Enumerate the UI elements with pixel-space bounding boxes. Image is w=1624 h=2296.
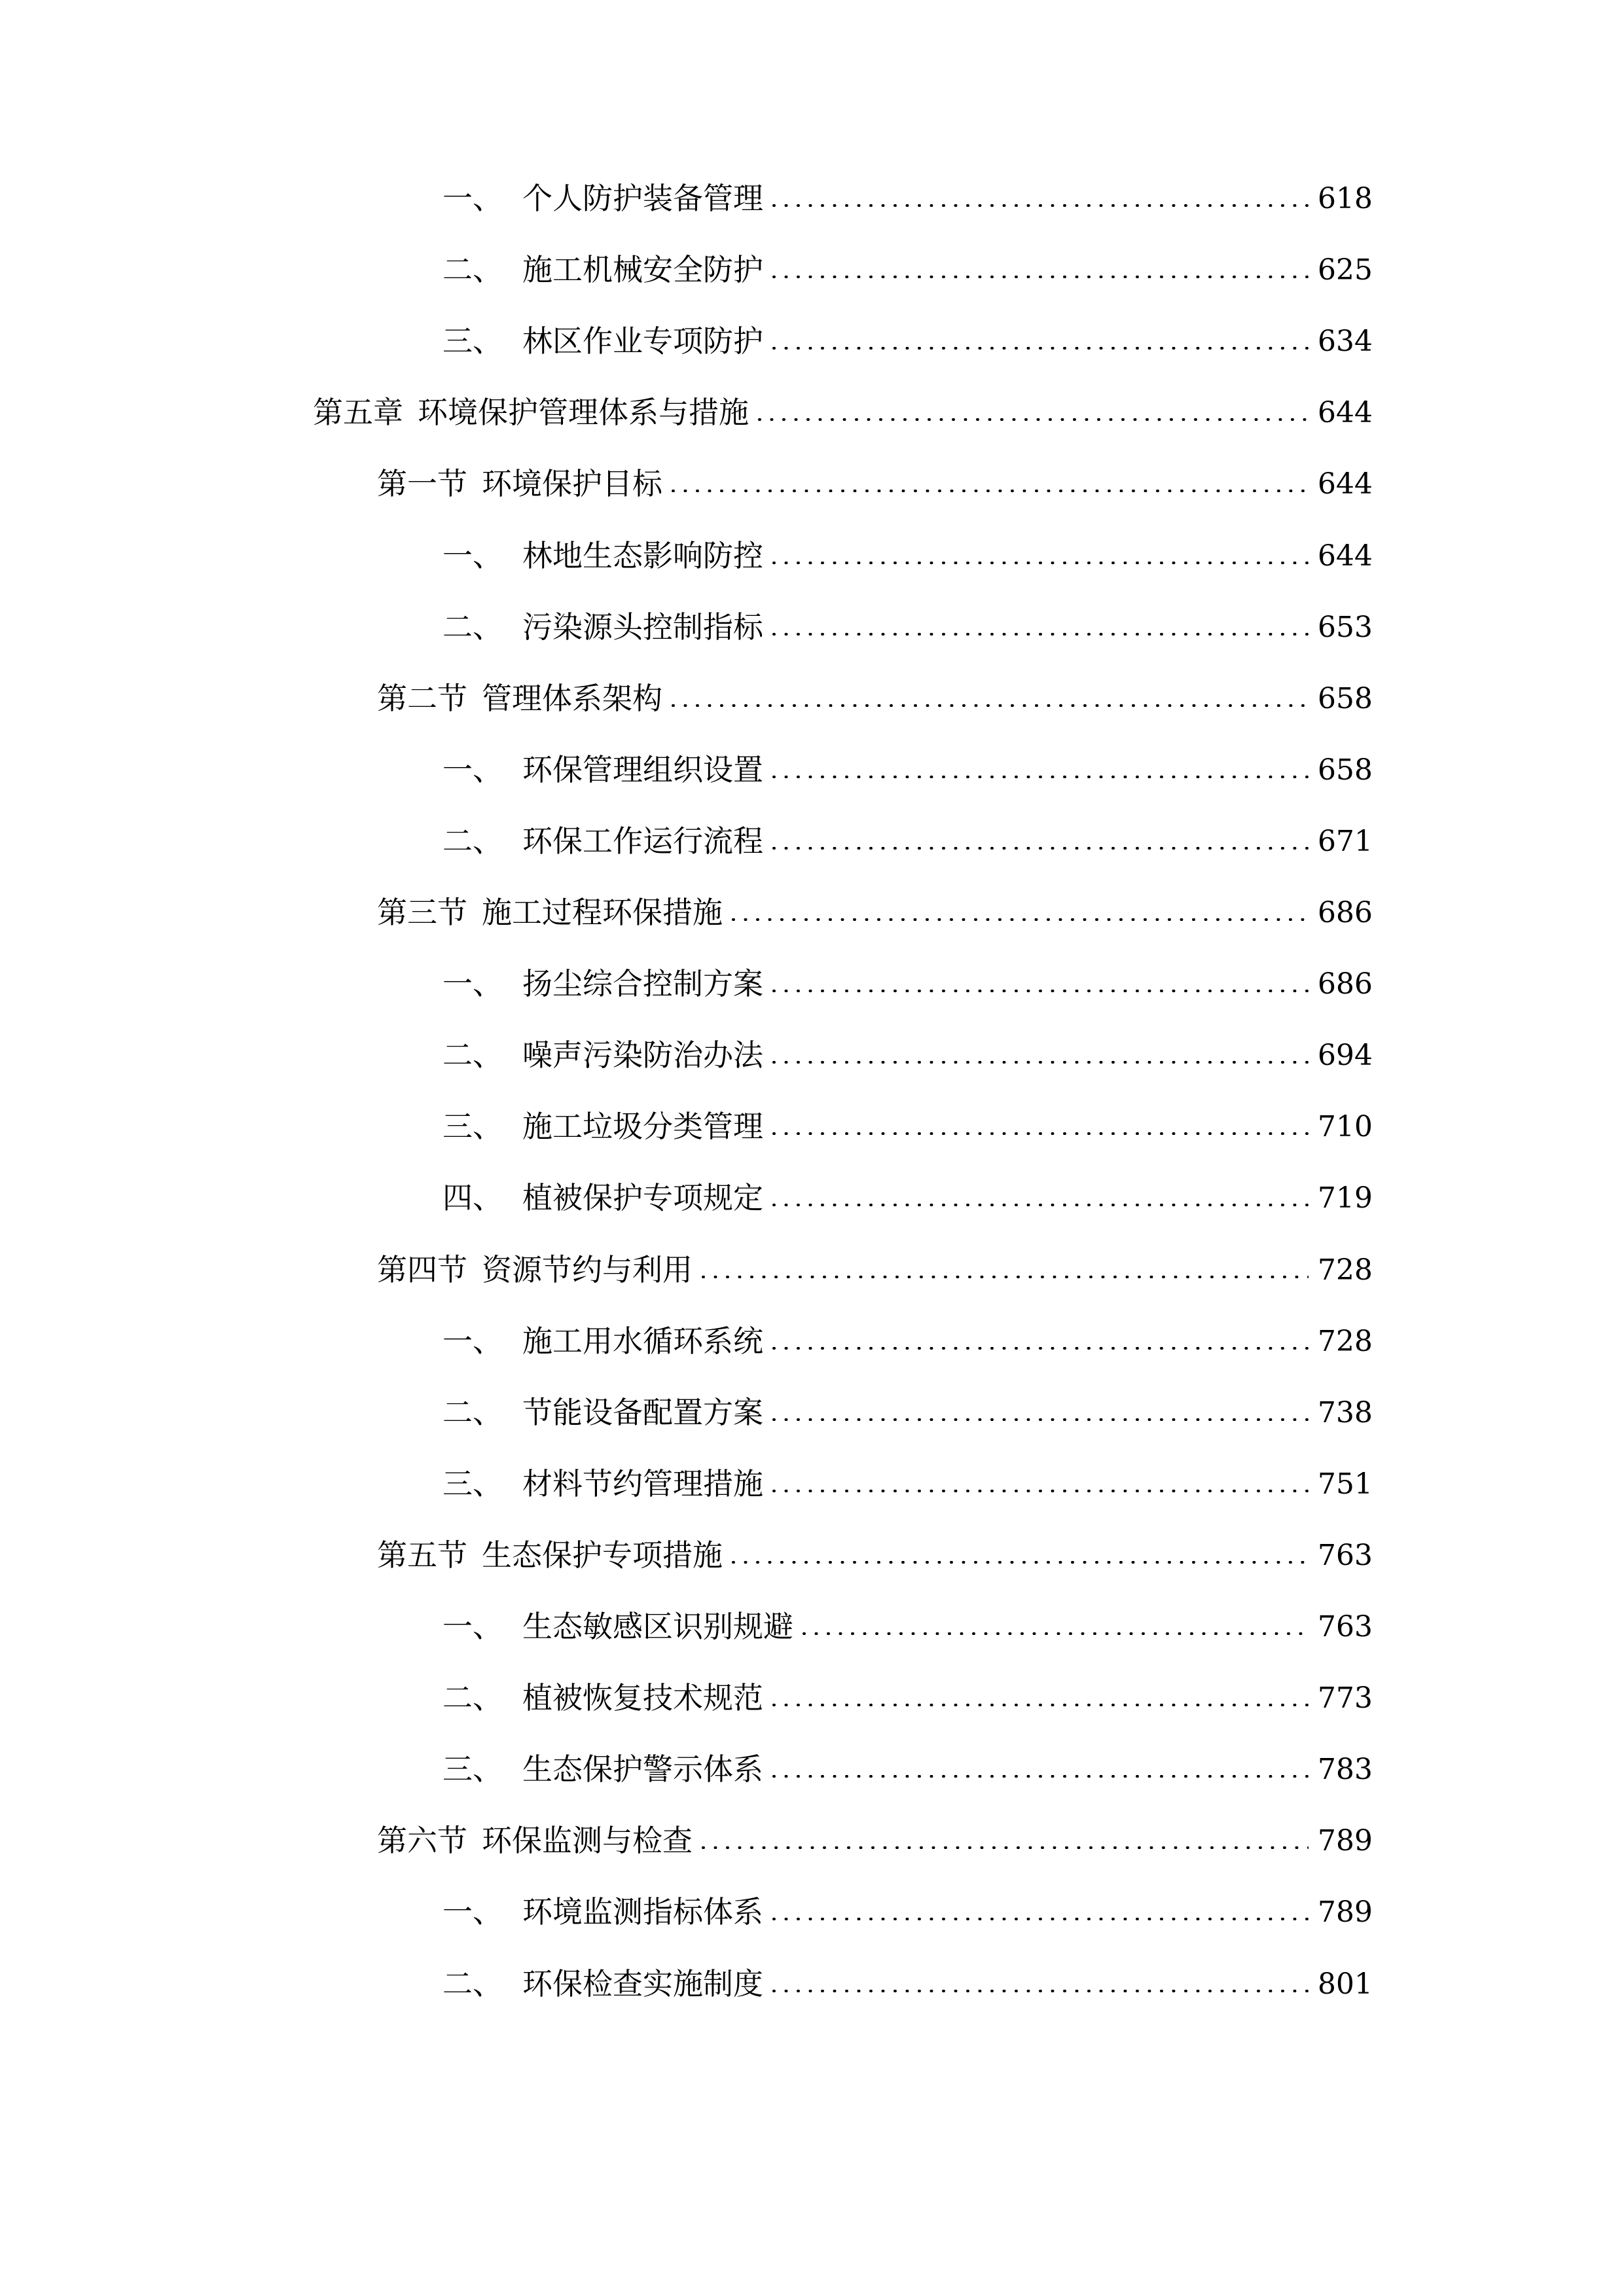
toc-dot-leader [772, 847, 1308, 850]
toc-entry-title: 个人防护装备管理 [522, 181, 763, 216]
toc-entry-page-number: 763 [1318, 1539, 1373, 1572]
toc-entry-title: 环保管理组织设置 [522, 752, 763, 787]
toc-entry[interactable] [442, 810, 1373, 863]
toc-entry[interactable] [442, 1738, 1373, 1791]
toc-entry-title: 扬尘综合控制方案 [522, 966, 763, 1001]
toc-dot-leader [772, 1418, 1308, 1421]
toc-entry-number: 一、 [442, 1894, 503, 1929]
toc-entry-page-number: 728 [1318, 1325, 1373, 1358]
toc-entry-page-number: 671 [1318, 825, 1373, 858]
toc-dot-leader [803, 1632, 1308, 1635]
toc-entry-number: 一、 [442, 1323, 503, 1359]
toc-entry-number: 一、 [442, 538, 503, 573]
toc-entry-page-number: 773 [1318, 1681, 1373, 1715]
toc-entry-page-number: 658 [1318, 682, 1373, 715]
toc-entry-title: 材料节约管理措施 [522, 1466, 763, 1501]
toc-dot-leader [772, 633, 1308, 636]
toc-entry-page-number: 801 [1318, 1967, 1373, 2001]
toc-dot-leader [732, 1561, 1308, 1564]
toc-entry-title: 噪声污染防治办法 [522, 1037, 763, 1073]
toc-entry-title: 林地生态影响防控 [522, 538, 763, 573]
toc-entry-page-number: 625 [1318, 253, 1373, 287]
toc-entry[interactable] [442, 1024, 1373, 1077]
toc-dot-leader [672, 704, 1308, 707]
toc-entry-number: 二、 [442, 1037, 503, 1073]
toc-entry-title: 节能设备配置方案 [522, 1395, 763, 1430]
toc-entry[interactable] [442, 525, 1373, 577]
toc-entry-title: 林区作业专项防护 [522, 323, 763, 359]
toc-entry-number: 一、 [442, 966, 503, 1001]
toc-dot-leader [702, 1846, 1308, 1849]
toc-entry-number: 四、 [442, 1180, 503, 1215]
toc-entry[interactable] [442, 1881, 1373, 1933]
toc-entry-title: 环保监测与检查 [482, 1823, 693, 1858]
toc-entry-page-number: 719 [1318, 1181, 1373, 1215]
toc-dot-leader [772, 1204, 1308, 1206]
toc-entry[interactable] [442, 953, 1373, 1005]
toc-entry[interactable] [442, 1596, 1373, 1648]
toc-entry[interactable] [377, 453, 1373, 505]
toc-entry-page-number: 644 [1318, 396, 1373, 429]
toc-entry-number: 第三节 [377, 895, 467, 930]
toc-entry-title: 生态敏感区识别规避 [522, 1609, 793, 1644]
toc-entry[interactable] [442, 739, 1373, 791]
toc-entry-title: 施工垃圾分类管理 [522, 1109, 763, 1144]
toc-dot-leader [672, 490, 1308, 492]
toc-dot-leader [772, 776, 1308, 778]
toc-entry-title: 管理体系架构 [482, 681, 662, 716]
toc-dot-leader [758, 418, 1308, 421]
toc-entry-number: 第一节 [377, 466, 467, 501]
toc-entry-page-number: 728 [1318, 1253, 1373, 1287]
toc-entry-page-number: 686 [1318, 896, 1373, 929]
toc-dot-leader [772, 1347, 1308, 1350]
toc-entry-number: 第四节 [377, 1252, 467, 1287]
toc-entry[interactable] [442, 239, 1373, 291]
toc-entry-page-number: 634 [1318, 325, 1373, 358]
toc-dot-leader [772, 1132, 1308, 1135]
toc-entry-page-number: 751 [1318, 1467, 1373, 1501]
toc-dot-leader [772, 1061, 1308, 1064]
toc-dot-leader [772, 1704, 1308, 1706]
toc-dot-leader [772, 562, 1308, 564]
toc-entry[interactable] [377, 668, 1373, 720]
toc-entry-page-number: 686 [1318, 967, 1373, 1001]
toc-entry-title: 生态保护专项措施 [482, 1537, 723, 1573]
toc-entry-page-number: 644 [1318, 467, 1373, 501]
toc-entry-title: 环境保护管理体系与措施 [418, 395, 749, 430]
toc-entry-title: 生态保护警示体系 [522, 1751, 763, 1787]
toc-entry[interactable] [377, 1239, 1373, 1291]
toc-entry[interactable] [442, 596, 1373, 649]
toc-entry-title: 施工过程环保措施 [482, 895, 723, 930]
toc-entry-number: 二、 [442, 1966, 503, 2001]
toc-entry-page-number: 789 [1318, 1895, 1373, 1929]
toc-dot-leader [772, 1775, 1308, 1778]
toc-entry[interactable] [442, 1382, 1373, 1434]
toc-entry[interactable] [377, 1524, 1373, 1577]
toc-entry-page-number: 694 [1318, 1039, 1373, 1072]
toc-entry-page-number: 763 [1318, 1610, 1373, 1643]
toc-dot-leader [772, 1918, 1308, 1920]
toc-entry-number: 一、 [442, 752, 503, 787]
toc-entry-page-number: 644 [1318, 539, 1373, 573]
toc-entry-number: 第五章 [313, 395, 403, 430]
toc-entry-page-number: 710 [1318, 1110, 1373, 1143]
toc-entry-number: 一、 [442, 181, 503, 216]
toc-entry-number: 二、 [442, 1680, 503, 1715]
toc-entry-number: 三、 [442, 323, 503, 359]
toc-dot-leader [772, 204, 1308, 207]
toc-entry[interactable] [313, 382, 1373, 434]
toc-entry-title: 环保工作运行流程 [522, 823, 763, 859]
toc-dot-leader [772, 276, 1308, 278]
toc-entry[interactable] [442, 1453, 1373, 1505]
toc-entry-title: 环境保护目标 [482, 466, 662, 501]
toc-entry-page-number: 658 [1318, 753, 1373, 787]
toc-entry-number: 第二节 [377, 681, 467, 716]
toc-entry-number: 第六节 [377, 1823, 467, 1858]
toc-dot-leader [772, 1490, 1308, 1492]
toc-dot-leader [732, 918, 1308, 921]
toc-entry-number: 第五节 [377, 1537, 467, 1573]
toc-entry-title: 施工用水循环系统 [522, 1323, 763, 1359]
toc-entry-title: 环境监测指标体系 [522, 1894, 763, 1929]
toc-entry-page-number: 783 [1318, 1753, 1373, 1786]
toc-entry-page-number: 789 [1318, 1824, 1373, 1857]
toc-entry-page-number: 653 [1318, 611, 1373, 644]
toc-entry-number: 三、 [442, 1751, 503, 1787]
toc-entry-title: 资源节约与利用 [482, 1252, 693, 1287]
toc-entry[interactable] [442, 310, 1373, 363]
toc-entry-number: 三、 [442, 1109, 503, 1144]
toc-dot-leader [772, 990, 1308, 992]
toc-dot-leader [772, 1990, 1308, 1992]
toc-entry-page-number: 618 [1318, 182, 1373, 215]
toc-entry-number: 二、 [442, 1395, 503, 1430]
toc-entry-title: 施工机械安全防护 [522, 252, 763, 287]
toc-entry[interactable] [442, 1310, 1373, 1363]
toc-dot-leader [772, 347, 1308, 350]
toc-entry[interactable] [442, 1667, 1373, 1719]
toc-entry[interactable] [442, 168, 1373, 220]
toc-entry[interactable] [377, 1810, 1373, 1862]
toc-entry-number: 一、 [442, 1609, 503, 1644]
toc-entry-title: 植被恢复技术规范 [522, 1680, 763, 1715]
toc-entry-number: 二、 [442, 823, 503, 859]
toc-entry[interactable] [377, 882, 1373, 934]
toc-entry-page-number: 738 [1318, 1396, 1373, 1429]
toc-entry-number: 二、 [442, 609, 503, 645]
toc-entry-title: 环保检查实施制度 [522, 1966, 763, 2001]
toc-entry[interactable] [442, 1096, 1373, 1148]
toc-entry-number: 三、 [442, 1466, 503, 1501]
toc-entry[interactable] [442, 1167, 1373, 1219]
toc-entry-title: 污染源头控制指标 [522, 609, 763, 645]
toc-entry[interactable] [442, 1953, 1373, 2005]
toc-entry-number: 二、 [442, 252, 503, 287]
toc-dot-leader [702, 1276, 1308, 1278]
toc-entry-title: 植被保护专项规定 [522, 1180, 763, 1215]
